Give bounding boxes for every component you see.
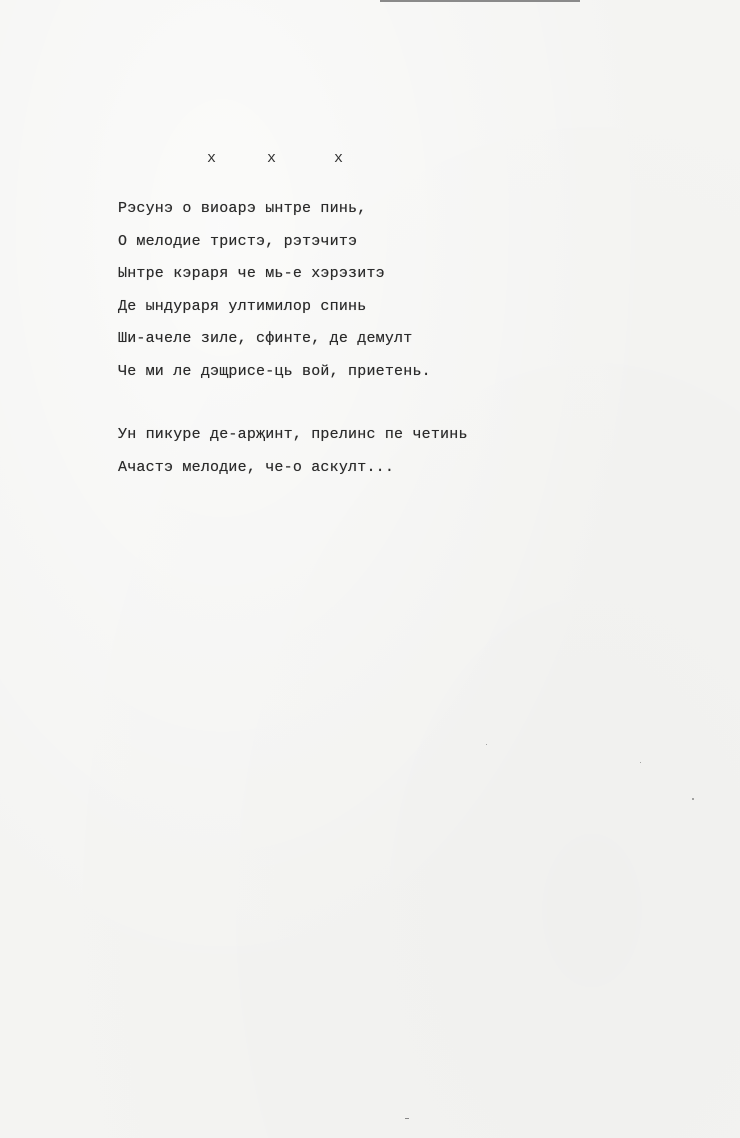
page-top-edge-shadow [380,0,580,2]
poem-line: Ун пикуре де-арҗинт, прелинс пе четинь [118,426,468,443]
paper-speck [405,1118,409,1119]
ornament-mark: x [334,150,344,167]
ornament-mark: x [267,150,277,167]
paper-speck [640,762,641,763]
ornament-mark: x [207,150,217,167]
paper-speck [486,744,487,745]
poem-stanza-1 [118,199,431,394]
paper-speck [692,798,694,800]
poem-stanza-2 [118,425,468,490]
poem-line: Че ми ле дэщрисе-ць вой, приетень. [118,362,431,380]
poem-line: Ынтре кэраря че мь-е хэрэзитэ [118,265,385,282]
poem-line: Ачастэ мелодие, че-о аскулт... [118,458,395,476]
poem-line: Ши-ачеле зиле, сфинте, де демулт [118,330,413,347]
poem-line: Де ындураря ултимилор спинь [118,297,367,315]
poem-line: О мелодие тристэ, рэтэчитэ [118,232,358,250]
poem-line: Рэсунэ о виоарэ ынтре пинь, [118,200,367,217]
section-ornament [207,150,367,170]
